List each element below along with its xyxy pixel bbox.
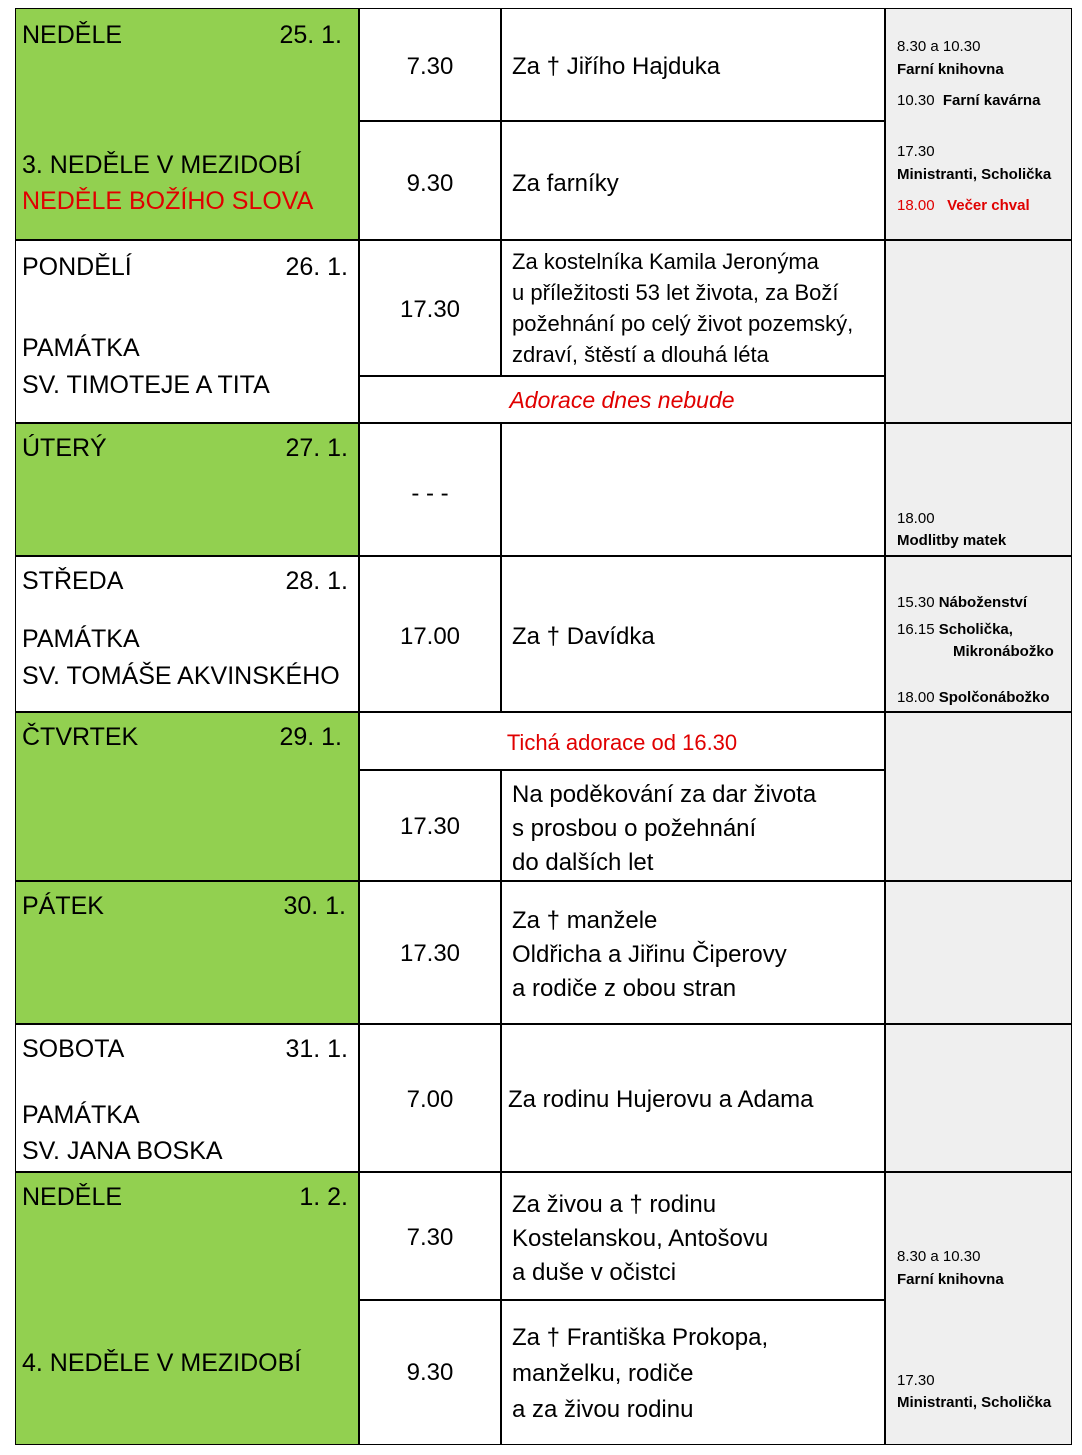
span-note-cell [360,713,884,769]
mass-time-cell [360,1301,500,1444]
note-text [897,164,1051,186]
day-date: 27. 1. [285,434,348,462]
day-subtitle: SV. TOMÁŠE AKVINSKÉHO [22,662,340,690]
mass-intention-line: a za živou rodinu [512,1396,694,1423]
note-label: Ministranti, Scholička [897,166,1052,183]
note-time: 8.30 a 10.30 [897,1248,981,1265]
notes-cell [886,1173,1071,1444]
day-cell-friday-30 [16,882,358,1023]
mass-intention-cell [502,122,884,239]
note-time: 8.30 a 10.30 [897,38,981,55]
notes-cell [886,557,1071,711]
day-cell-sunday-1 [16,1173,358,1444]
mass-intention-line: Za † Davídka [512,623,655,650]
day-date: 26. 1. [285,253,348,281]
mass-time-cell [360,557,500,711]
day-name: ČTVRTEK [22,723,139,751]
mass-intention-cell [502,882,884,1023]
note-line [897,619,1013,641]
mass-time-cell [360,9,500,120]
day-subtitle: PAMÁTKA [22,1101,140,1129]
day-name: SOBOTA [22,1035,125,1063]
day-cell-thursday-29 [16,713,358,880]
day-subtitle: PAMÁTKA [22,625,140,653]
notes-cell [886,9,1071,239]
notes-cell [886,424,1071,555]
day-name: PONDĚLÍ [22,253,132,281]
note-time: 17.30 [897,1372,935,1389]
day-date: 29. 1. [279,723,342,751]
note-label: Scholička, [938,621,1013,638]
day-cell-wednesday-28 [16,557,358,711]
note-time: 16.15 [897,621,935,638]
note-text [897,530,1006,552]
mass-intention-line: Za živou a † rodinu [512,1191,717,1218]
day-subtitle-red: NEDĚLE BOŽÍHO SLOVA [22,187,314,215]
mass-intention-line: Kostelanskou, Antošovu [512,1225,769,1252]
mass-intention-line: u příležitosti 53 let života, za Boží [512,280,839,305]
note-label: Večer chval [947,197,1030,214]
mass-intention-cell [502,1301,884,1444]
note-label: Farní knihovna [897,61,1004,78]
mass-time-cell [360,1025,500,1171]
note-line [897,687,1050,709]
note-label: Farní kavárna [942,92,1041,109]
mass-time-cell [360,882,500,1023]
day-name: STŘEDA [22,567,124,595]
note-line [897,90,1040,112]
mass-intention-cell [502,771,884,880]
day-date: 31. 1. [285,1035,348,1063]
mass-intention-cell [502,1173,884,1299]
day-subtitle: SV. TIMOTEJE A TITA [22,371,270,399]
note-line-red [897,195,1030,217]
mass-intention-line: a rodiče z obou stran [512,975,737,1002]
mass-time: 17.30 [399,940,461,967]
note-label: Ministranti, Scholička [897,1394,1052,1411]
day-cell-monday-26 [16,241,358,422]
day-cell-sunday-25 [16,9,358,239]
mass-time-cell [360,1173,500,1299]
mass-intention-line: Za rodinu Hujerovu a Adama [508,1086,814,1113]
note-text [953,641,1054,663]
mass-time: 9.30 [406,1359,454,1386]
day-name: NEDĚLE [22,21,123,49]
mass-time-cell [360,122,500,239]
day-subtitle: 4. NEDĚLE V MEZIDOBÍ [22,1349,302,1377]
day-subtitle: SV. JANA BOSKA [22,1137,223,1165]
mass-time-cell [360,241,500,375]
note-line [897,592,1027,614]
mass-intention-line: zdraví, štěstí a dlouhá léta [512,342,769,367]
note-text [897,1392,1051,1414]
mass-intention-line: s prosbou o požehnání [512,815,757,842]
note-time: 18.00 [897,197,935,214]
adoration-note: Tichá adorace od 16.30 [506,730,738,755]
adoration-note: Adorace dnes nebude [509,387,735,413]
day-date: 30. 1. [283,892,346,920]
mass-time: 7.00 [406,1086,454,1113]
mass-time: 17.30 [399,813,461,840]
mass-time: 7.30 [406,1224,454,1251]
note-time: 18.00 [897,689,935,706]
mass-time: 17.00 [399,623,461,650]
mass-time: 17.30 [399,296,461,323]
day-subtitle: 3. NEDĚLE V MEZIDOBÍ [22,151,302,179]
note-time: 17.30 [897,143,935,160]
mass-intention-line: Oldřicha a Jiřinu Čiperovy [512,941,787,968]
note-label: Náboženství [938,594,1028,611]
mass-intention-line: a duše v očistci [512,1259,677,1286]
mass-intention-cell [502,241,884,375]
mass-intention-cell [502,557,884,711]
day-date: 28. 1. [285,567,348,595]
mass-intention-line: Za kostelníka Kamila Jeronýma [512,249,819,274]
mass-intention-line: manželku, rodiče [512,1360,694,1387]
note-time: 10.30 [897,92,935,109]
notes-cell [886,241,1071,422]
mass-intention-line: požehnání po celý život pozemský, [512,311,854,336]
mass-time: - - - [411,480,449,507]
notes-cell [886,713,1071,880]
day-date: 25. 1. [279,21,342,49]
mass-intention-cell [502,424,884,555]
mass-intention-line: Za † Františka Prokopa, [512,1324,769,1351]
note-label: Spolčonábožko [938,689,1050,706]
note-text [897,1269,1004,1291]
day-subtitle: PAMÁTKA [22,334,140,362]
mass-time-cell [360,771,500,880]
mass-time: 9.30 [406,170,454,197]
day-name: PÁTEK [22,892,104,920]
mass-intention-line: Za farníky [512,170,619,197]
mass-intention-cell [502,9,884,120]
note-label: Mikronábožko [953,643,1054,660]
day-name: NEDĚLE [22,1183,123,1211]
day-date: 1. 2. [299,1183,348,1211]
mass-intention-line: Na poděkování za dar života [512,781,817,808]
note-label: Modlitby matek [897,532,1007,549]
note-time: 15.30 [897,594,935,611]
mass-intention-cell [502,1025,884,1171]
day-cell-saturday-31 [16,1025,358,1171]
mass-intention-line: Za † Jiřího Hajduka [512,53,721,80]
note-time: 18.00 [897,510,935,527]
note-text [897,59,1004,81]
mass-time-cell [360,424,500,555]
day-cell-tuesday-27 [16,424,358,555]
notes-cell [886,1025,1071,1171]
mass-intention-line: Za † manžele [512,907,658,934]
span-note-cell [360,377,884,422]
notes-cell [886,882,1071,1023]
mass-time: 7.30 [406,53,454,80]
day-name: ÚTERÝ [22,434,107,462]
mass-intention-line: do dalších let [512,849,654,876]
note-label: Farní knihovna [897,1271,1004,1288]
